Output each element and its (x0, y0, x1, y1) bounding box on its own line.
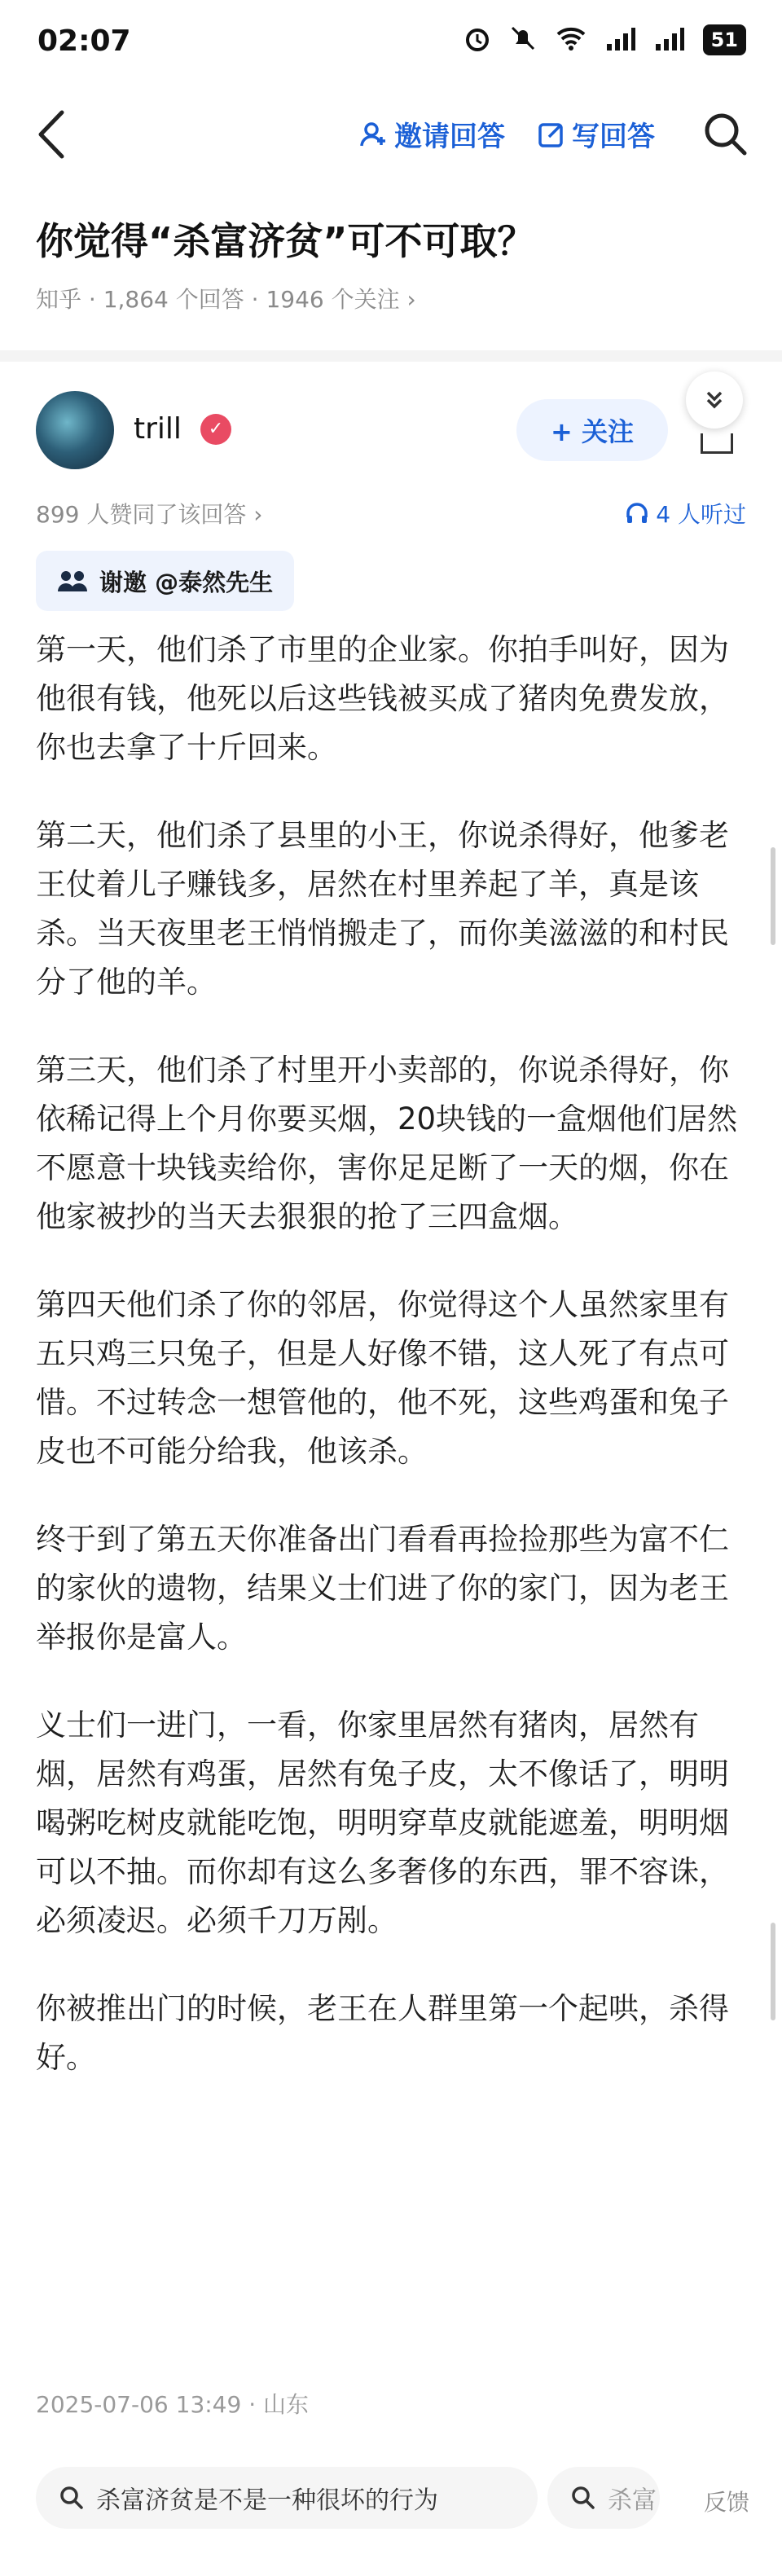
related-search-chip[interactable] (547, 2467, 660, 2529)
related-search-label: 杀富 (608, 2486, 657, 2515)
search-button[interactable] (701, 109, 749, 158)
wifi-icon (555, 24, 587, 55)
paragraph: 第一天，他们杀了市里的企业家。你拍手叫好，因为他很有钱，他死以后这些钱被买成了猪肉免费发放，你也去拿了十斤回来。 (36, 632, 729, 765)
feedback-button[interactable]: 反馈 (703, 2489, 749, 2516)
paragraph: 你被推出门的时候，老王在人群里第一个起哄，杀得好。 (36, 1991, 729, 2075)
double-chevron-down-icon (702, 388, 727, 412)
author-name[interactable]: trill (134, 412, 182, 446)
status-icons (463, 24, 746, 55)
search-icon (701, 109, 749, 158)
tray-icon (701, 433, 733, 454)
question-meta[interactable]: 知乎 · 1,864 个回答 · 1946 个关注 › (36, 286, 416, 313)
signal-icon-2 (654, 24, 685, 55)
invite-user-icon (360, 121, 388, 148)
chevron-left-icon (29, 106, 78, 163)
paragraph: 第二天，他们杀了县里的小王，你说杀得好，他爹老王仗着儿子赚钱多，居然在村里养起了羊，真是该杀。当天夜里老王悄悄搬走了，而你美滋滋的和村民分了他的羊。 (36, 818, 729, 1000)
verified-badge-icon: ✓ (200, 414, 231, 445)
status-time: 02:07 (37, 24, 131, 58)
mute-bell-icon (509, 24, 537, 55)
section-divider (0, 350, 782, 362)
scrollbar[interactable] (771, 847, 775, 945)
collapse-button[interactable] (686, 371, 743, 429)
invite-tag[interactable] (36, 551, 294, 611)
related-search-chip[interactable] (36, 2467, 538, 2529)
search-icon (59, 2485, 85, 2511)
paragraph: 第四天他们杀了你的邻居，你觉得这个人虽然家里有五只鸡三只兔子，但是人好像不错，这人死了有点可惜。不过转念一想管他的，他不死，这些鸡蛋和兔子皮也不可能分给我，他该杀。 (36, 1287, 729, 1469)
invite-tag-label: 谢邀 @泰然先生 (99, 568, 274, 596)
back-button[interactable] (29, 106, 78, 163)
answer-body (36, 626, 745, 2121)
scrollbar[interactable] (771, 1923, 775, 2020)
avatar[interactable] (36, 391, 114, 469)
post-meta: 2025-07-06 13:49 · 山东 (36, 2391, 310, 2418)
listeners-count[interactable] (625, 497, 746, 530)
paragraph: 义士们一进门，一看，你家里居然有猪肉，居然有烟，居然有鸡蛋，居然有兔子皮，太不像话了，明明喝粥吃树皮就能吃饱，明明穿草皮就能遮羞，明明烟可以不抽。而你却有这么多奢侈的东西，罪不容诛，必须凌迟。必须千刀万剐。 (36, 1708, 729, 1938)
write-answer-label: 写回答 (572, 121, 655, 153)
invite-answer-label: 邀请回答 (394, 121, 505, 153)
battery-icon: 51 (703, 24, 746, 55)
signal-icon-1 (605, 24, 636, 55)
paragraph: 终于到了第五天你准备出门看看再捡捡那些为富不仁的家伙的遗物，结果义士们进了你的家门，因为老王举报你是富人。 (36, 1522, 729, 1655)
question-title[interactable]: 你觉得“杀富济贫”可不可取？ (36, 219, 535, 263)
headphones-icon (625, 501, 649, 525)
listeners-label: 4 人听过 (656, 501, 746, 528)
related-search-label: 杀富济贫是不是一种很坏的行为 (96, 2486, 438, 2515)
write-answer-button[interactable] (538, 114, 655, 154)
paragraph: 第三天，他们杀了村里开小卖部的，你说杀得好，你依稀记得上个月你要买烟，20块钱的一盒烟他们居然不愿意十块钱卖给你，害你足足断了一天的烟，你在他家被抄的当天去狠狠的抢了三四盒烟。 (36, 1053, 738, 1234)
alarm-icon (463, 24, 491, 55)
group-icon (57, 569, 88, 593)
invite-answer-button[interactable] (360, 114, 505, 154)
edit-icon (538, 121, 565, 148)
upvote-info[interactable]: 899 人赞同了该回答 › (36, 501, 263, 528)
search-icon (570, 2485, 596, 2511)
follow-button[interactable]: + 关注 (516, 399, 668, 461)
